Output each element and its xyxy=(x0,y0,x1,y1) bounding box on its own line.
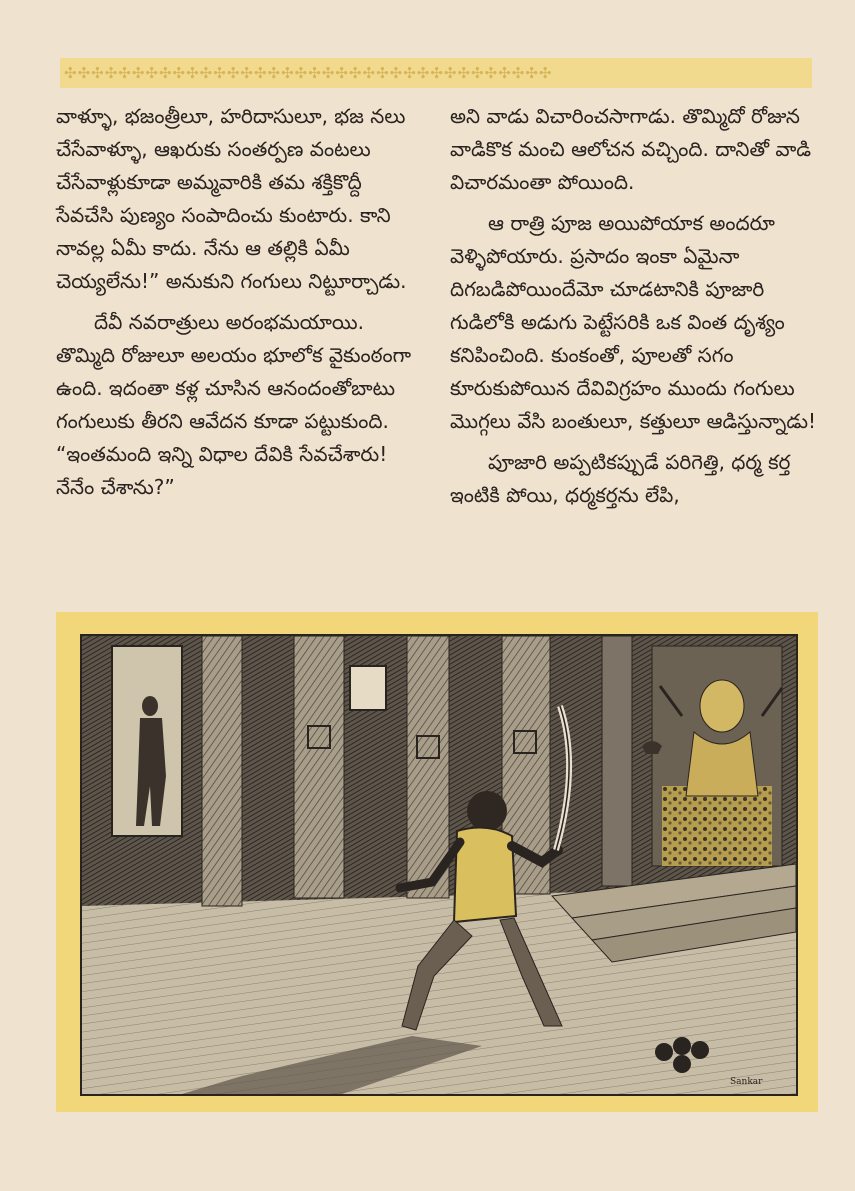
paragraph: అని వాడు విచారించసాగాడు. తొమ్మిదో రోజున వాడికొక మంచి ఆలోచన వచ్చింది. దానితో వాడి విచారమంతా పోయింది. xyxy=(450,104,812,194)
border-pattern: ✣✣✣✣✣✣✣✣✣✣✣✣✣✣✣✣✣✣✣✣✣✣✣✣✣✣✣✣✣✣✣✣✣✣✣✣ xyxy=(64,64,553,82)
artist-signature: Sankar xyxy=(730,1077,763,1087)
left-text-column xyxy=(56,100,416,512)
temple-illustration xyxy=(80,634,798,1096)
goddess-shrine xyxy=(642,646,782,866)
doorway xyxy=(112,646,182,836)
paragraph: ఆ రాత్రి పూజ అయిపోయాక అందరూ వెళ్ళిపోయారు. ప్రసాదం ఇంకా ఏమైనా దిగబడిపోయిందేమో చూడటానికి పూజారి గుడిలోకి అడుగు పెట్టేసరికి ఒక వింత దృశ్యం కనిపించింది. కుంకంతో, పూలతో సగం కూరుకుపోయిన దేవివిగ్రహం ముందు గంగులు మొగ్గలు వేసి బంతులూ, కత్తులూ ఆడిస్తున్నాడు! xyxy=(450,211,817,433)
right-text-column xyxy=(450,100,818,520)
paragraph: పూజారి అప్పటికప్పుడే పరిగెత్తి, ధర్మ కర్త ఇంటికి పోయి, ధర్మకర్తను లేపి, xyxy=(450,450,791,507)
paragraph: దేవీ నవరాత్రులు అరంభమయాయి. తొమ్మిది రోజులూ అలయం భూలోక వైకుంఠంగా ఉంది. ఇదంతా కళ్ల చూసిన ఆనందంతోబాటు గంగులుకు తీరని ఆవేదన కూడా పట్టుకుంది. “ఇంతమంది ఇన్ని విధాల దేవికి సేవచేశారు! నేనేం చేశాను?” xyxy=(56,310,412,499)
paragraph: వాళ్ళూ, భజంత్రీలూ, హరిదాసులూ, భజ నలు చేసేవాళ్ళూ, ఆఖరుకు సంతర్పణ వంటలు చేసేవాళ్లుకూడా అమ్మవారికి తమ శక్తికొద్దీ సేవచేసి పుణ్యం సంపాదించు కుంటారు. కాని నావల్ల ఏమీ కాదు. నేను ఆ తల్లికి ఏమీ చెయ్యలేను!” అనుకుని గంగులు నిట్టూర్చాడు. xyxy=(56,104,407,293)
illustration-drawing xyxy=(82,636,796,1094)
lattice-window xyxy=(350,666,386,710)
illustration-frame xyxy=(56,612,818,1112)
decorative-border xyxy=(60,58,812,88)
